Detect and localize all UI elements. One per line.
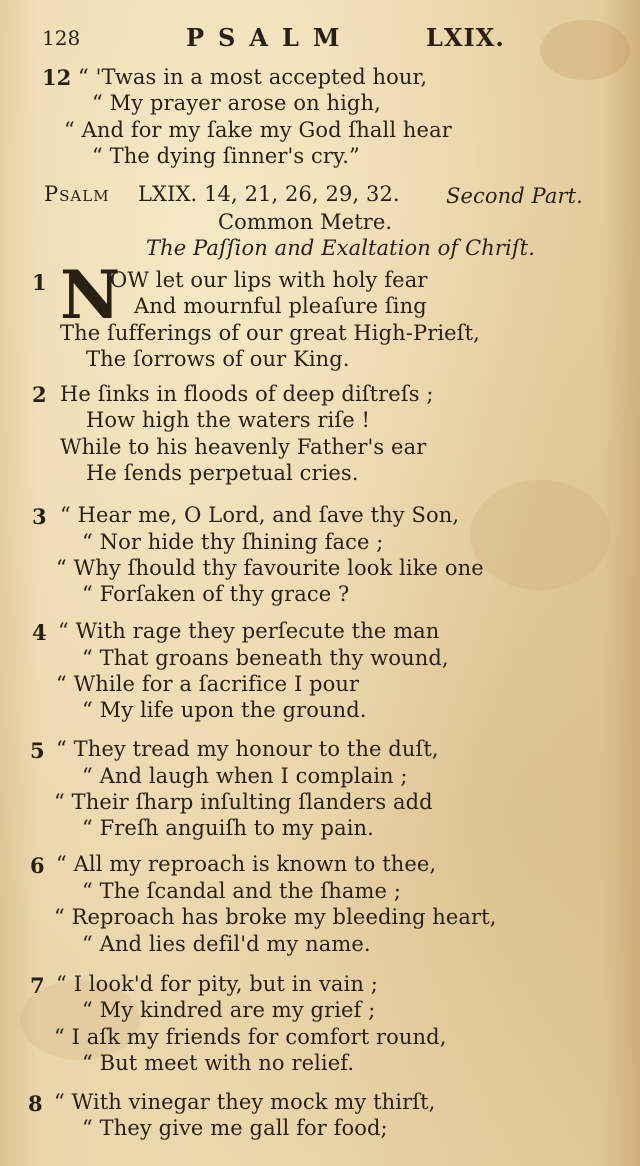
verse-line: “ The ſcandal and the ſhame ; <box>82 879 402 903</box>
verse-line: “ My prayer arose on high, <box>92 91 381 115</box>
verse-line: “ Forſaken of thy grace ? <box>82 582 350 606</box>
drop-cap: N <box>60 256 121 334</box>
verse-line: “ The dying ſinner's cry.” <box>92 144 360 168</box>
verse-line: “ They tread my honour to the duſt, <box>56 737 439 761</box>
verse-line: And mournful pleaſure ſing <box>134 294 427 318</box>
verse-line: “ Why ſhould thy favourite look like one <box>56 556 484 580</box>
verse-line: How high the waters riſe ! <box>86 408 371 432</box>
verse-line: “ I aſk my friends for comfort round, <box>54 1025 447 1049</box>
stanza-number: 2 <box>32 382 47 407</box>
section-subtitle: The Paſſion and Exaltation of Chriſt. <box>146 236 536 260</box>
psalm-number: LXIX. <box>426 23 505 52</box>
paper-stain <box>540 20 630 80</box>
verse-line: “ With vinegar they mock my thirſt, <box>54 1090 436 1114</box>
section-heading-ref: LXIX. 14, 21, 26, 29, 32. <box>138 182 400 206</box>
verse-line: “ My life upon the ground. <box>82 698 367 722</box>
running-title: PSALM <box>186 23 354 52</box>
verse-line: He ſends perpetual cries. <box>86 461 359 485</box>
verse-line: “ And for my ſake my God ſhall hear <box>64 118 452 142</box>
stanza-number: 3 <box>32 504 47 529</box>
verse-line: “ Hear me, O Lord, and ſave thy Son, <box>60 503 460 527</box>
verse-line: “ But meet with no relief. <box>82 1051 355 1075</box>
verse-line: “ Nor hide thy ſhining face ; <box>82 530 384 554</box>
verse-line: “ And lies defil'd my name. <box>82 932 371 956</box>
verse-line: “ While for a ſacrifice I pour <box>56 672 360 696</box>
page-number: 128 <box>42 26 81 50</box>
stanza-number: 5 <box>30 738 45 763</box>
stanza-number: 4 <box>32 620 47 645</box>
verse-line: “ Freſh anguiſh to my pain. <box>82 816 374 840</box>
verse-line: He ſinks in floods of deep diſtreſs ; <box>60 382 434 406</box>
verse-line: “ They give me gall for food; <box>82 1116 388 1140</box>
verse-line: “ 'Twas in a most accepted hour, <box>78 65 428 89</box>
stanza-number: 1 <box>32 270 47 295</box>
stanza-number: 6 <box>30 853 45 878</box>
section-heading-part: Second Part. <box>446 184 583 208</box>
paper-stain <box>470 480 610 590</box>
verse-line: “ And laugh when I complain ; <box>82 764 408 788</box>
verse-line: “ Reproach has broke my bleeding heart, <box>54 905 497 929</box>
verse-line: The ſufferings of our great High-Prieſt, <box>60 321 480 345</box>
verse-line: The ſorrows of our King. <box>86 347 350 371</box>
verse-line: While to his heavenly Father's ear <box>60 435 427 459</box>
verse-line: “ Their ſharp inſulting ſlanders add <box>54 790 433 814</box>
verse-line: “ I look'd for pity, but in vain ; <box>56 972 378 996</box>
section-metre: Common Metre. <box>218 210 393 234</box>
verse-line: OW let our lips with holy fear <box>110 268 428 292</box>
verse-line: “ That groans beneath thy wound, <box>82 646 449 670</box>
verse-line: “ My kindred are my grief ; <box>82 998 376 1022</box>
verse-line: “ All my reproach is known to thee, <box>56 852 437 876</box>
section-heading-label: Psalm <box>44 182 110 206</box>
verse-line: “ With rage they perſecute the man <box>58 619 440 643</box>
stanza-number: 7 <box>30 973 45 998</box>
stanza-number: 12 <box>42 65 72 90</box>
stanza-number: 8 <box>28 1091 43 1116</box>
